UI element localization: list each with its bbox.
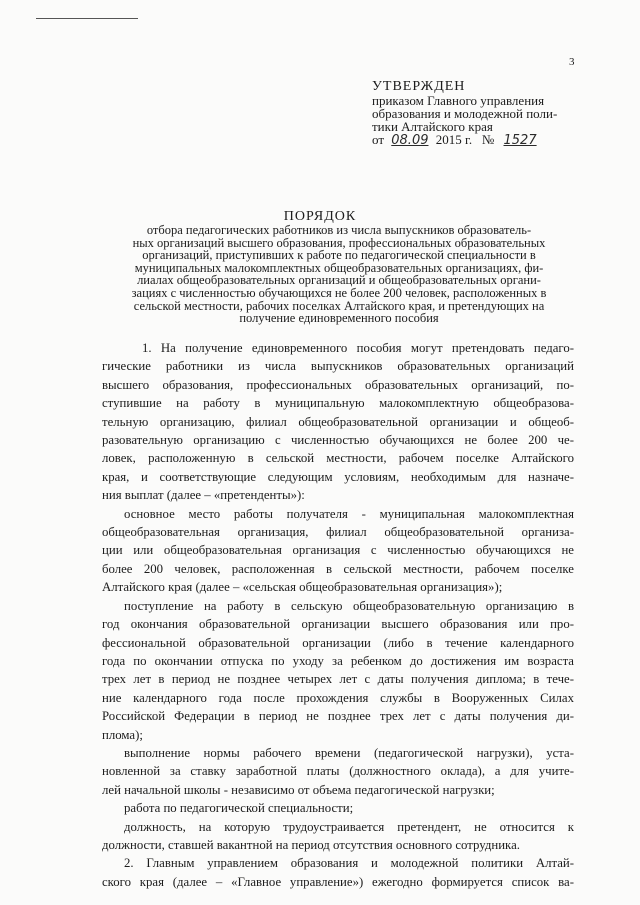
body-line: новленной за ставку заработной платы (должностного оклада), а для учите-	[102, 764, 574, 779]
subtitle-line: муниципальных малокомплектных общеобразовательных организациях, фи-	[134, 260, 544, 275]
body-line: Алтайского края (далее – «сельская общеобразовательная организация»);	[102, 580, 503, 595]
subtitle-line: отбора педагогических работников из числа выпускников образователь-	[146, 223, 532, 237]
body-line: трех лет в период не позднее четырех лет с даты получения диплома; в тече-	[102, 672, 574, 687]
handwritten-date: 08.09	[391, 133, 429, 148]
subtitle-line: зациях с численностью обучающихся не более 200 человек, расположенных в	[131, 285, 547, 300]
body-line: Российской Федерации в период не позднее трех лет с даты получения ди-	[102, 709, 574, 724]
body-line: ского края (далее – «Главное управление») ежегодно формируется список ва-	[102, 874, 574, 889]
document-title: ПОРЯДОК	[283, 209, 357, 224]
body-line: более 200 человек, расположенная в сельской местности, рабочем поселке	[102, 561, 574, 576]
body-line: лей начальной школы - независимо от объема педагогической нагрузки;	[102, 782, 495, 797]
date-prefix: от	[372, 132, 385, 147]
body-line: ступившие на работу в муниципальную малокомплектную общеобразова-	[102, 396, 574, 411]
page-number: 3	[569, 56, 575, 68]
body-line: ции или общеобразовательная организация с численностью обучающихся не	[102, 543, 574, 558]
body-line: 2. Главным управлением образования и молодежной политики Алтай-	[124, 856, 574, 871]
body-line: разовательную организацию с численностью обучающихся не более 200 че-	[102, 433, 574, 448]
body-line: края, и соответствующие следующим условиям, необходимым для назначе-	[102, 469, 574, 484]
body-line: год окончания образовательной организации высшего образования или про-	[102, 617, 574, 632]
body-line: основное место работы получателя - муниципальная малокомплектная	[124, 506, 574, 521]
number-prefix: №	[481, 132, 495, 147]
body-line: 1. На получение единовременного пособия могут претендовать педаго-	[142, 341, 574, 355]
approval-line: тики Алтайского края	[372, 119, 493, 134]
body-line: ловек, расположенную в сельской местности, рабочем поселке Алтайского	[102, 451, 574, 466]
subtitle-line: сельской местности, рабочих поселках Алтайского края, и претендующих на	[133, 298, 545, 313]
approval-line: образования и молодежной поли-	[372, 106, 558, 121]
body-line: должности, ставшей вакантной на период отсутствия основного сотрудника.	[102, 837, 520, 852]
body-line: поступление на работу в сельскую общеобразовательную организацию в	[124, 598, 574, 613]
body-line: тельную организацию, филиал общеобразовательной организации и общеоб-	[102, 414, 574, 429]
subtitle-line: получение единовременного пособия	[239, 311, 439, 326]
body-line: ние календарного года после прохождения службы в Вооруженных Силах	[102, 690, 574, 705]
subtitle-line: лиалах общеобразовательных организаций и общеобразовательных органи-	[137, 273, 541, 288]
body-line: выполнение нормы рабочего времени (педагогической нагрузки), уста-	[124, 745, 574, 760]
document-subtitle	[104, 224, 574, 325]
approval-date-line	[372, 133, 612, 147]
year-text: 2015 г.	[435, 132, 473, 147]
body-line: общеобразовательная организация, филиал общеобразовательной организа-	[102, 525, 574, 540]
body-line: плома);	[102, 727, 143, 742]
scan-artifact-line	[36, 18, 138, 19]
approval-heading: УТВЕРЖДЕН	[372, 79, 466, 94]
approval-block	[372, 80, 612, 147]
subtitle-line: организаций, приступивших к работе по педагогической специальности в	[142, 248, 536, 263]
document-body	[102, 339, 574, 891]
body-line: ния выплат (далее – «претенденты»):	[102, 488, 305, 503]
body-line: года по окончании отпуска по уходу за ребенком до достижения им возраста	[102, 653, 574, 668]
body-line: работа по педагогической специальности;	[124, 801, 354, 816]
body-line: высшего образования, профессиональных образовательных организаций, по-	[102, 377, 574, 392]
handwritten-number: 1527	[503, 133, 537, 148]
subtitle-line: ных организаций высшего образования, профессиональных образовательных	[132, 235, 546, 250]
body-line: фессиональной образовательной организации (либо в течение календарного	[102, 635, 574, 650]
body-line: гические работники из числа выпускников образовательных организаций	[102, 359, 574, 374]
approval-line: приказом Главного управления	[372, 93, 545, 108]
body-line: должность, на которую трудоустраивается претендент, не относится к	[124, 819, 574, 834]
